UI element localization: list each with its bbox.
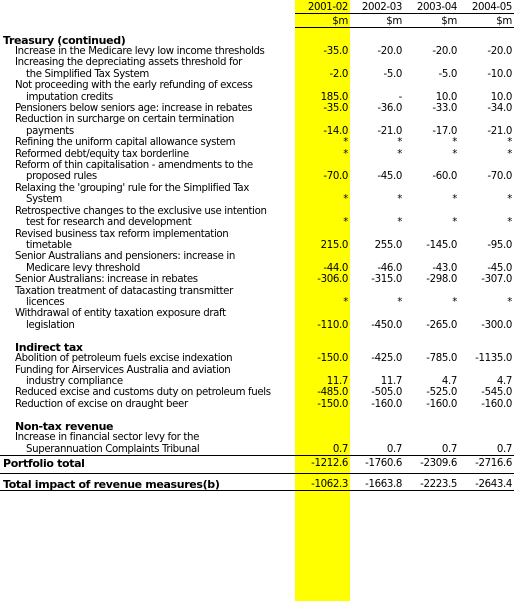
row-label: Reduction of excise on draught beer bbox=[15, 398, 188, 410]
row-label: legislation bbox=[26, 319, 75, 331]
section-heading-row bbox=[0, 414, 514, 432]
row-label: Reform of thin capitalisation - amendments to the bbox=[15, 160, 253, 172]
cell-value: -5.0 bbox=[438, 68, 457, 80]
cell-value: -2.0 bbox=[329, 68, 348, 80]
cell-value: -33.0 bbox=[432, 103, 457, 115]
table-row bbox=[0, 399, 514, 410]
cell-value bbox=[295, 251, 350, 262]
row-label: Superannuation Complaints Tribunal bbox=[26, 443, 200, 455]
table-row bbox=[0, 229, 514, 240]
cell-value bbox=[404, 308, 459, 319]
cell-value: 4.7 bbox=[441, 375, 457, 387]
cell-value bbox=[459, 206, 514, 217]
portfolio-total-row bbox=[0, 456, 514, 470]
cell-value: -20.0 bbox=[487, 46, 512, 57]
table-row bbox=[0, 376, 514, 387]
cell-value bbox=[404, 57, 459, 68]
cell-value: -160.0 bbox=[426, 398, 457, 410]
total-value: -2643.4 bbox=[459, 474, 514, 491]
cell-value: -34.0 bbox=[487, 103, 512, 115]
table-row bbox=[0, 240, 514, 251]
cell-value bbox=[295, 206, 350, 217]
cell-value: 0.7 bbox=[332, 443, 348, 455]
cell-value: 11.7 bbox=[380, 375, 402, 387]
row-label: Reduced excise and customs duty on petroleum fuels bbox=[15, 387, 271, 399]
table-row bbox=[0, 297, 514, 308]
row-label: Increase in financial sector levy for the bbox=[15, 432, 200, 444]
table-row bbox=[0, 286, 514, 297]
cell-value: -110.0 bbox=[317, 319, 348, 331]
section-heading-indirect-tax: Indirect tax bbox=[15, 340, 83, 354]
cell-value: -150.0 bbox=[317, 398, 348, 410]
cell-value: -785.0 bbox=[426, 353, 457, 365]
total-value: -1212.6 bbox=[295, 456, 350, 470]
year-header: 2003-04 bbox=[404, 0, 459, 14]
row-label: Retrospective changes to the exclusive use intention bbox=[15, 205, 267, 217]
cell-value: -35.0 bbox=[323, 46, 348, 57]
cell-value bbox=[295, 432, 350, 443]
row-label: Revised business tax reform implementation bbox=[15, 228, 229, 240]
cell-value bbox=[350, 160, 404, 171]
cell-value: 0.7 bbox=[496, 443, 512, 455]
cell-value: * bbox=[397, 137, 402, 149]
row-label: industry compliance bbox=[26, 375, 123, 387]
cell-value: -60.0 bbox=[432, 171, 457, 183]
table-row bbox=[0, 387, 514, 398]
section-heading-row bbox=[0, 335, 514, 353]
cell-value: -315.0 bbox=[371, 274, 402, 286]
cell-value: * bbox=[452, 148, 457, 160]
cell-value bbox=[295, 229, 350, 240]
row-label: the Simplified Tax System bbox=[26, 68, 149, 80]
header-unit-row bbox=[0, 14, 514, 28]
row-label: Increasing the depreciating assets threshold for bbox=[15, 57, 242, 69]
unit-header: $m bbox=[295, 14, 350, 28]
cell-value: * bbox=[343, 148, 348, 160]
cell-value bbox=[404, 286, 459, 297]
cell-value bbox=[350, 206, 404, 217]
row-label: Reformed debt/equity tax borderline bbox=[15, 148, 189, 160]
cell-value bbox=[350, 432, 404, 443]
cell-value: * bbox=[343, 296, 348, 308]
cell-value bbox=[350, 114, 404, 125]
cell-value bbox=[459, 57, 514, 68]
cell-value: * bbox=[452, 217, 457, 229]
cell-value: -95.0 bbox=[487, 239, 512, 251]
row-label: payments bbox=[26, 125, 74, 137]
year-header: 2004-05 bbox=[459, 0, 514, 14]
row-label: Refining the uniform capital allowance system bbox=[15, 137, 236, 149]
cell-value bbox=[350, 57, 404, 68]
cell-value: * bbox=[507, 194, 512, 206]
cell-value bbox=[459, 432, 514, 443]
cell-value bbox=[350, 308, 404, 319]
unit-header: $m bbox=[404, 14, 459, 28]
cell-value bbox=[295, 160, 350, 171]
cell-value: -14.0 bbox=[323, 125, 348, 137]
header-years-row bbox=[0, 0, 514, 14]
cell-value bbox=[295, 80, 350, 91]
cell-value: * bbox=[343, 194, 348, 206]
row-label: Senior Australians and pensioners: increase in bbox=[15, 251, 235, 263]
cell-value: -20.0 bbox=[377, 46, 402, 57]
table-row bbox=[0, 137, 514, 148]
row-label: Senior Australians: increase in rebates bbox=[15, 274, 198, 286]
table-row bbox=[0, 80, 514, 91]
table-row bbox=[0, 114, 514, 125]
row-label: test for research and development bbox=[26, 217, 192, 229]
year-header: 2001-02 bbox=[295, 0, 350, 14]
cell-value: -160.0 bbox=[371, 398, 402, 410]
cell-value: -307.0 bbox=[481, 274, 512, 286]
cell-value: -20.0 bbox=[432, 46, 457, 57]
cell-value: -450.0 bbox=[371, 319, 402, 331]
total-value: -2223.5 bbox=[404, 474, 459, 491]
table-row bbox=[0, 103, 514, 114]
row-label: proposed rules bbox=[26, 171, 97, 183]
cell-value: -150.0 bbox=[317, 353, 348, 365]
unit-header: $m bbox=[459, 14, 514, 28]
cell-value bbox=[459, 114, 514, 125]
table-row bbox=[0, 274, 514, 285]
cell-value bbox=[350, 251, 404, 262]
unit-header: $m bbox=[350, 14, 404, 28]
cell-value bbox=[295, 114, 350, 125]
row-label: Not proceeding with the early refunding of excess bbox=[15, 80, 253, 92]
cell-value: -70.0 bbox=[487, 171, 512, 183]
cell-value: 0.7 bbox=[386, 443, 402, 455]
cell-value: -485.0 bbox=[317, 387, 348, 399]
cell-value: 215.0 bbox=[320, 239, 348, 251]
row-label: Withdrawal of entity taxation exposure draft bbox=[15, 308, 226, 320]
row-label: Relaxing the 'grouping' rule for the Simplified Tax bbox=[15, 182, 249, 194]
cell-value: 185.0 bbox=[320, 91, 348, 103]
cell-value: 11.7 bbox=[326, 375, 348, 387]
total-value: -1663.8 bbox=[350, 474, 404, 491]
cell-value: -1135.0 bbox=[475, 353, 512, 365]
table-row bbox=[0, 251, 514, 262]
cell-value: -35.0 bbox=[323, 103, 348, 115]
table-row bbox=[0, 149, 514, 160]
cell-value: -145.0 bbox=[426, 239, 457, 251]
cell-value: * bbox=[397, 148, 402, 160]
cell-value bbox=[295, 57, 350, 68]
cell-value bbox=[404, 432, 459, 443]
row-label: Pensioners below seniors age: increase in rebates bbox=[15, 103, 253, 115]
row-label: licences bbox=[26, 296, 65, 308]
row-label: Medicare levy threshold bbox=[26, 262, 140, 274]
table-row bbox=[0, 353, 514, 364]
table-row bbox=[0, 206, 514, 217]
cell-value bbox=[459, 229, 514, 240]
section-heading-treasury: Treasury (continued) bbox=[3, 33, 126, 46]
year-header: 2002-03 bbox=[350, 0, 404, 14]
table-row bbox=[0, 365, 514, 376]
cell-value: 4.7 bbox=[496, 375, 512, 387]
cell-value bbox=[350, 365, 404, 376]
cell-value bbox=[404, 160, 459, 171]
portfolio-total-row-label: Portfolio total bbox=[0, 456, 295, 470]
cell-value bbox=[295, 365, 350, 376]
cell-value: -70.0 bbox=[323, 171, 348, 183]
cell-value bbox=[459, 80, 514, 91]
cell-value bbox=[459, 183, 514, 194]
row-label: Abolition of petroleum fuels excise indexation bbox=[15, 353, 233, 365]
cell-value: -545.0 bbox=[481, 387, 512, 399]
cell-value: * bbox=[397, 217, 402, 229]
section-heading-non-tax-revenue: Non-tax revenue bbox=[15, 419, 114, 433]
cell-value: -45.0 bbox=[487, 262, 512, 274]
cell-value: * bbox=[397, 194, 402, 206]
cell-value bbox=[459, 286, 514, 297]
total-value: -2309.6 bbox=[404, 456, 459, 470]
row-label: Reduction in surcharge on certain termination bbox=[15, 114, 234, 126]
cell-value: 0.7 bbox=[441, 443, 457, 455]
cell-value: -21.0 bbox=[487, 125, 512, 137]
cell-value bbox=[459, 160, 514, 171]
table-row bbox=[0, 92, 514, 103]
cell-value: -425.0 bbox=[371, 353, 402, 365]
cell-value: * bbox=[452, 194, 457, 206]
table-row bbox=[0, 57, 514, 68]
table-row bbox=[0, 160, 514, 171]
cell-value: -505.0 bbox=[371, 387, 402, 399]
table-row bbox=[0, 69, 514, 80]
cell-value: -298.0 bbox=[426, 274, 457, 286]
cell-value bbox=[404, 114, 459, 125]
cell-value bbox=[350, 286, 404, 297]
cell-value bbox=[350, 229, 404, 240]
row-label: imputation credits bbox=[26, 91, 113, 103]
table-row bbox=[0, 194, 514, 205]
cell-value bbox=[350, 80, 404, 91]
table-row bbox=[0, 217, 514, 228]
cell-value bbox=[404, 251, 459, 262]
cell-value bbox=[404, 229, 459, 240]
cell-value: -43.0 bbox=[432, 262, 457, 274]
table-row bbox=[0, 46, 514, 57]
cell-value: * bbox=[397, 296, 402, 308]
total-value: -1760.6 bbox=[350, 456, 404, 470]
cell-value: -5.0 bbox=[383, 68, 402, 80]
cell-value: * bbox=[507, 148, 512, 160]
grand-total-row-label: Total impact of revenue measures(b) bbox=[0, 474, 295, 491]
cell-value: -265.0 bbox=[426, 319, 457, 331]
cell-value bbox=[404, 206, 459, 217]
table-row bbox=[0, 320, 514, 331]
cell-value: -21.0 bbox=[377, 125, 402, 137]
table-row bbox=[0, 126, 514, 137]
cell-value bbox=[404, 80, 459, 91]
table-row bbox=[0, 432, 514, 443]
cell-value: -525.0 bbox=[426, 387, 457, 399]
cell-value: -36.0 bbox=[377, 103, 402, 115]
cell-value: -45.0 bbox=[377, 171, 402, 183]
row-label: System bbox=[26, 194, 62, 206]
table-row bbox=[0, 263, 514, 274]
row-label: Increase in the Medicare levy low income thresholds bbox=[15, 46, 265, 57]
cell-value: -44.0 bbox=[323, 262, 348, 274]
cell-value bbox=[459, 251, 514, 262]
table-row bbox=[0, 183, 514, 194]
cell-value: - bbox=[398, 91, 402, 103]
cell-value bbox=[404, 365, 459, 376]
cell-value: * bbox=[507, 137, 512, 149]
cell-value: 10.0 bbox=[490, 91, 512, 103]
row-label: timetable bbox=[26, 239, 72, 251]
cell-value: * bbox=[507, 217, 512, 229]
cell-value: * bbox=[507, 296, 512, 308]
cell-value: * bbox=[452, 137, 457, 149]
cell-value: * bbox=[343, 217, 348, 229]
cell-value bbox=[350, 183, 404, 194]
table-row bbox=[0, 171, 514, 182]
cell-value bbox=[295, 308, 350, 319]
table-row bbox=[0, 308, 514, 319]
cell-value: * bbox=[452, 296, 457, 308]
grand-total-row bbox=[0, 474, 514, 491]
section-heading-row bbox=[0, 32, 514, 46]
total-value: -2716.6 bbox=[459, 456, 514, 470]
cell-value bbox=[404, 183, 459, 194]
cell-value: -17.0 bbox=[432, 125, 457, 137]
table-row bbox=[0, 444, 514, 456]
row-label: Taxation treatment of datacasting transmitter bbox=[15, 285, 233, 297]
cell-value: -46.0 bbox=[377, 262, 402, 274]
cell-value: * bbox=[343, 137, 348, 149]
row-label: Funding for Airservices Australia and aviation bbox=[15, 364, 231, 376]
cell-value: -10.0 bbox=[487, 68, 512, 80]
cell-value bbox=[459, 308, 514, 319]
cell-value bbox=[459, 365, 514, 376]
cell-value: 10.0 bbox=[435, 91, 457, 103]
cell-value: -306.0 bbox=[317, 274, 348, 286]
cell-value: -160.0 bbox=[481, 398, 512, 410]
cell-value: -300.0 bbox=[481, 319, 512, 331]
cell-value bbox=[295, 183, 350, 194]
cell-value bbox=[295, 286, 350, 297]
cell-value: 255.0 bbox=[374, 239, 402, 251]
total-value: -1062.3 bbox=[295, 474, 350, 491]
